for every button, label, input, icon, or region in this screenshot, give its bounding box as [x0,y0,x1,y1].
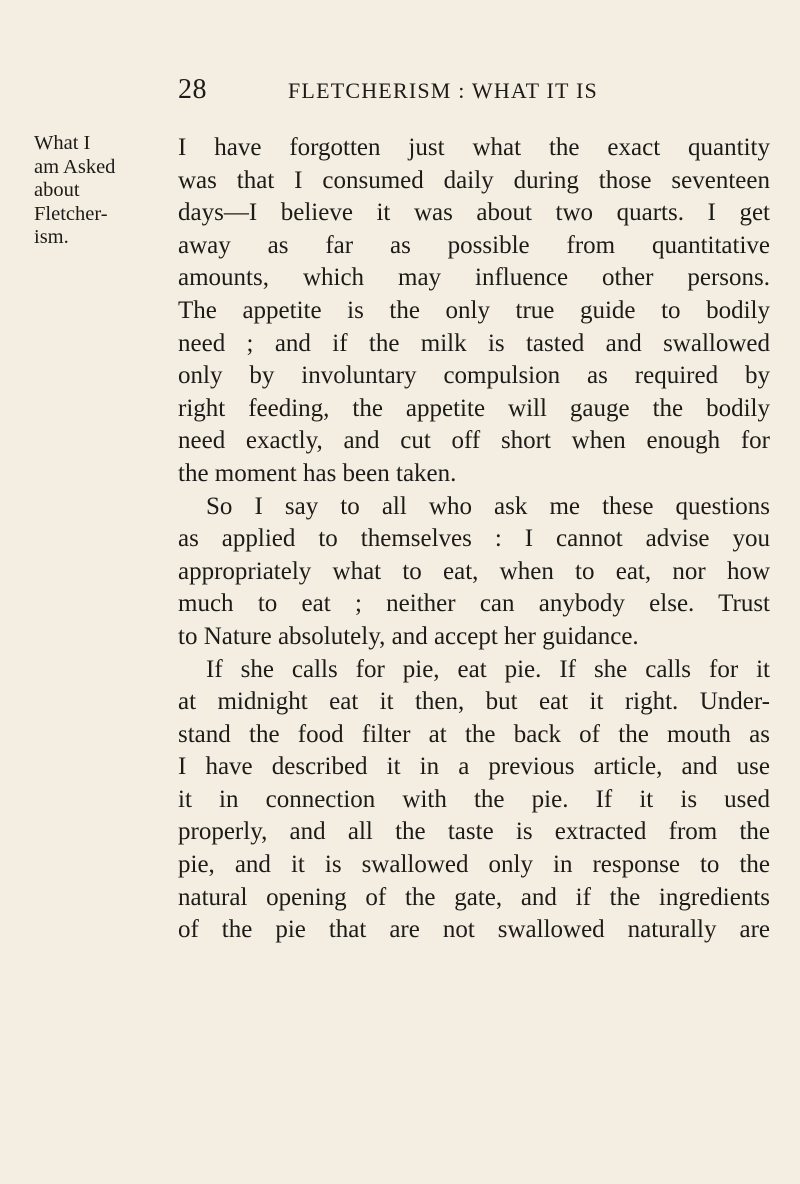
text-line: appropriately what to eat, when to eat, nor how [178,557,770,585]
margin-note [34,132,144,250]
margin-note-line: about [34,179,80,201]
margin-note-line: What I [34,132,91,154]
text-line: of the pie that are not swallowed naturally are [178,916,770,944]
page-number: 28 [178,74,207,105]
page-header [178,76,658,112]
text-line: need ; and if the milk is tasted and swallowed [178,329,770,357]
text-line: away as far as possible from quantitative [178,231,770,259]
text-line: at midnight eat it then, but eat it right. Under- [178,688,770,716]
text-line: right feeding, the appetite will gauge the bodily [178,394,770,422]
body-text [178,132,770,947]
running-head: FLETCHERISM : WHAT IT IS [288,78,598,103]
text-line: If she calls for pie, eat pie. If she calls for it [206,655,770,683]
text-line: amounts, which may influence other persons. [178,264,770,292]
text-line: I have described it in a previous article, and use [178,753,770,781]
text-line: pie, and it is swallowed only in response to the [178,851,770,879]
margin-note-line: ism. [34,226,69,248]
text-line: need exactly, and cut off short when enough for [178,427,770,455]
text-line: the moment has been taken. [178,459,457,487]
text-line: I have forgotten just what the exact quantity [178,134,770,161]
margin-note-line: Fletcher- [34,202,108,225]
text-line: to Nature absolutely, and accept her guidance. [178,622,639,650]
text-line: was that I consumed daily during those seventeen [178,166,770,194]
text-line: The appetite is the only true guide to bodily [178,296,770,324]
text-line: natural opening of the gate, and if the ingredients [178,883,770,911]
margin-note-line: am Asked [34,155,116,178]
text-line: only by involuntary compulsion as required by [178,362,770,390]
paragraph [178,491,770,654]
paragraph [178,654,770,947]
text-line: properly, and all the taste is extracted from the [178,818,770,846]
text-line: stand the food filter at the back of the mouth as [178,720,770,748]
text-line: So I say to all who ask me these questions [206,492,770,520]
text-line: days—I believe it was about two quarts. I get [178,199,770,227]
text-line: much to eat ; neither can anybody else. Trust [178,590,770,618]
text-line: it in connection with the pie. If it is used [178,785,770,813]
paragraph [178,132,770,491]
text-line: as applied to themselves : I cannot advise you [178,525,770,553]
